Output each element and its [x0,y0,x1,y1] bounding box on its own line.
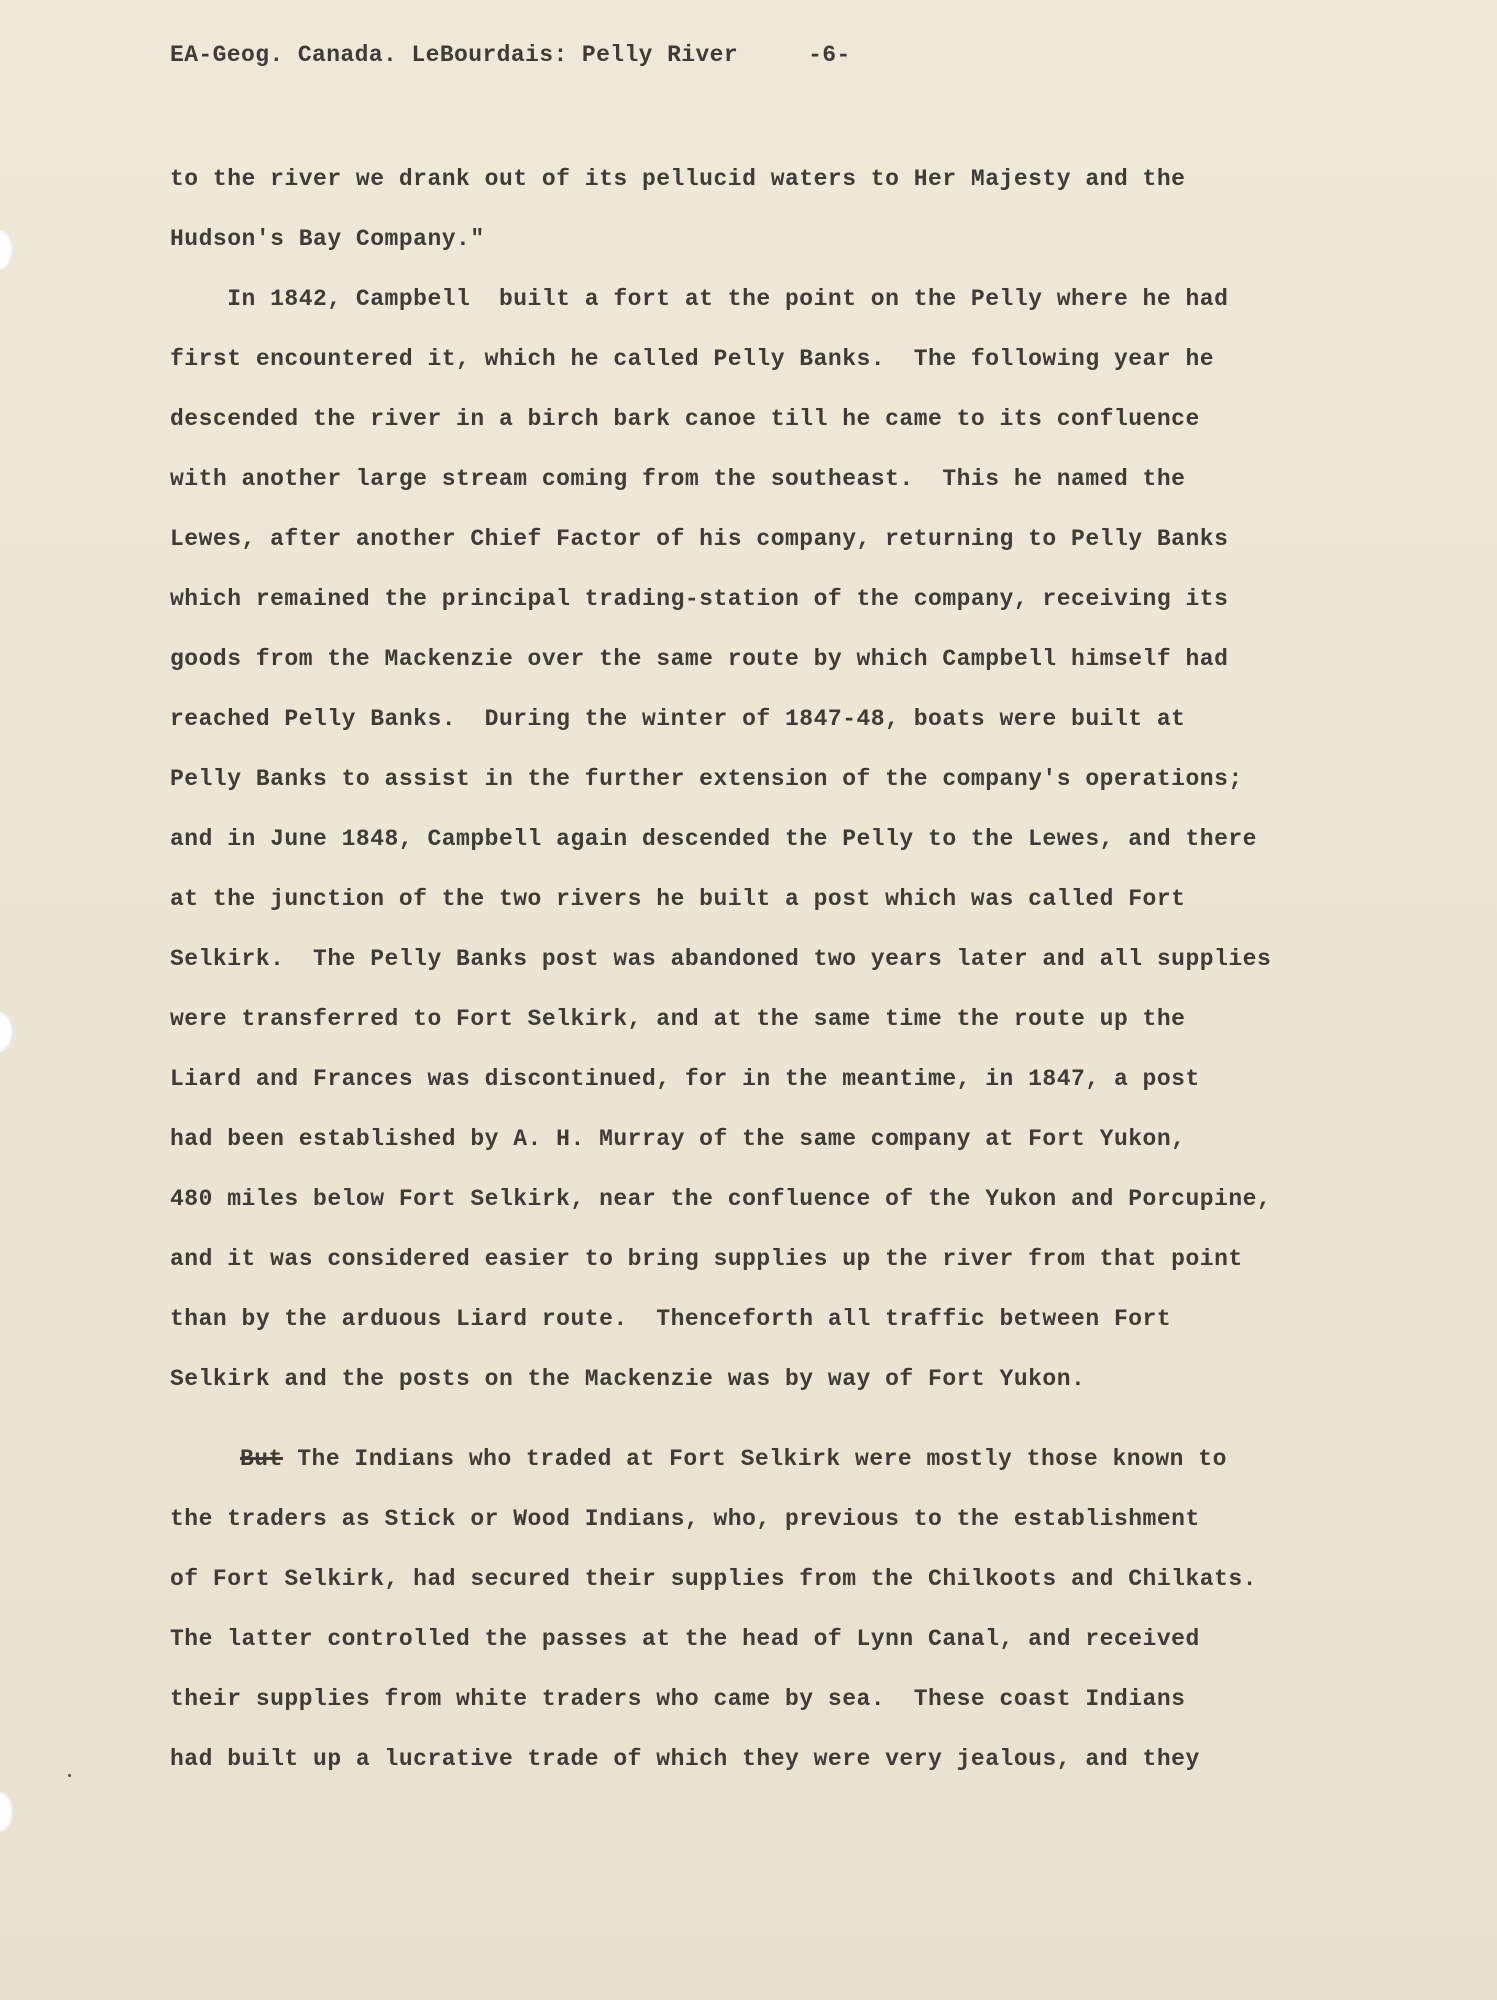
text-line: which remained the principal trading-station of the company, receiving its [170,586,1229,612]
text-line: had built up a lucrative trade of which they were very jealous, and they [170,1746,1200,1772]
page-number: -6- [808,42,851,68]
text-line [240,1448,1227,1471]
punch-hole [0,1792,14,1832]
punch-hole [0,1012,14,1052]
text-line: Selkirk. The Pelly Banks post was abandoned two years later and all supplies [170,946,1272,972]
text-line: Liard and Frances was discontinued, for in the meantime, in 1847, a post [170,1066,1200,1092]
text-line: the traders as Stick or Wood Indians, who, previous to the establishment [170,1506,1200,1532]
text-line: than by the arduous Liard route. Thenceforth all traffic between Fort [170,1306,1172,1332]
text-line-rest: The Indians who traded at Fort Selkirk were mostly those known to [282,1446,1227,1472]
text-line: and in June 1848, Campbell again descended the Pelly to the Lewes, and there [170,826,1257,852]
text-line: and it was considered easier to bring supplies up the river from that point [170,1246,1243,1272]
text-line: Hudson's Bay Company." [170,226,485,252]
text-line: Lewes, after another Chief Factor of his company, returning to Pelly Banks [170,526,1229,552]
text-line: Selkirk and the posts on the Mackenzie was by way of Fort Yukon. [170,1366,1086,1392]
text-line: reached Pelly Banks. During the winter of 1847-48, boats were built at [170,706,1186,732]
text-line: descended the river in a birch bark canoe till he came to its confluence [170,406,1200,432]
text-line: their supplies from white traders who came by sea. These coast Indians [170,1686,1186,1712]
punch-hole [0,230,14,270]
struck-word: But [240,1446,283,1472]
text-line: had been established by A. H. Murray of the same company at Fort Yukon, [170,1126,1186,1152]
text-line: goods from the Mackenzie over the same route by which Campbell himself had [170,646,1229,672]
text-line: with another large stream coming from the southeast. This he named the [170,466,1186,492]
text-line: of Fort Selkirk, had secured their supplies from the Chilkoots and Chilkats. [170,1566,1257,1592]
text-line: Pelly Banks to assist in the further extension of the company's operations; [170,766,1243,792]
text-line: first encountered it, which he called Pelly Banks. The following year he [170,346,1215,372]
page-header [170,42,851,68]
header-title: EA-Geog. Canada. LeBourdais: Pelly River [170,42,739,68]
text-line: 480 miles below Fort Selkirk, near the confluence of the Yukon and Porcupine, [170,1186,1272,1212]
paper-speck [68,1774,71,1777]
text-line: to the river we drank out of its pellucid waters to Her Majesty and the [170,166,1186,192]
text-line: The latter controlled the passes at the head of Lynn Canal, and received [170,1626,1200,1652]
text-line: In 1842, Campbell built a fort at the point on the Pelly where he had [170,286,1229,312]
text-line: at the junction of the two rivers he built a post which was called Fort [170,886,1186,912]
text-line: were transferred to Fort Selkirk, and at the same time the route up the [170,1006,1186,1032]
